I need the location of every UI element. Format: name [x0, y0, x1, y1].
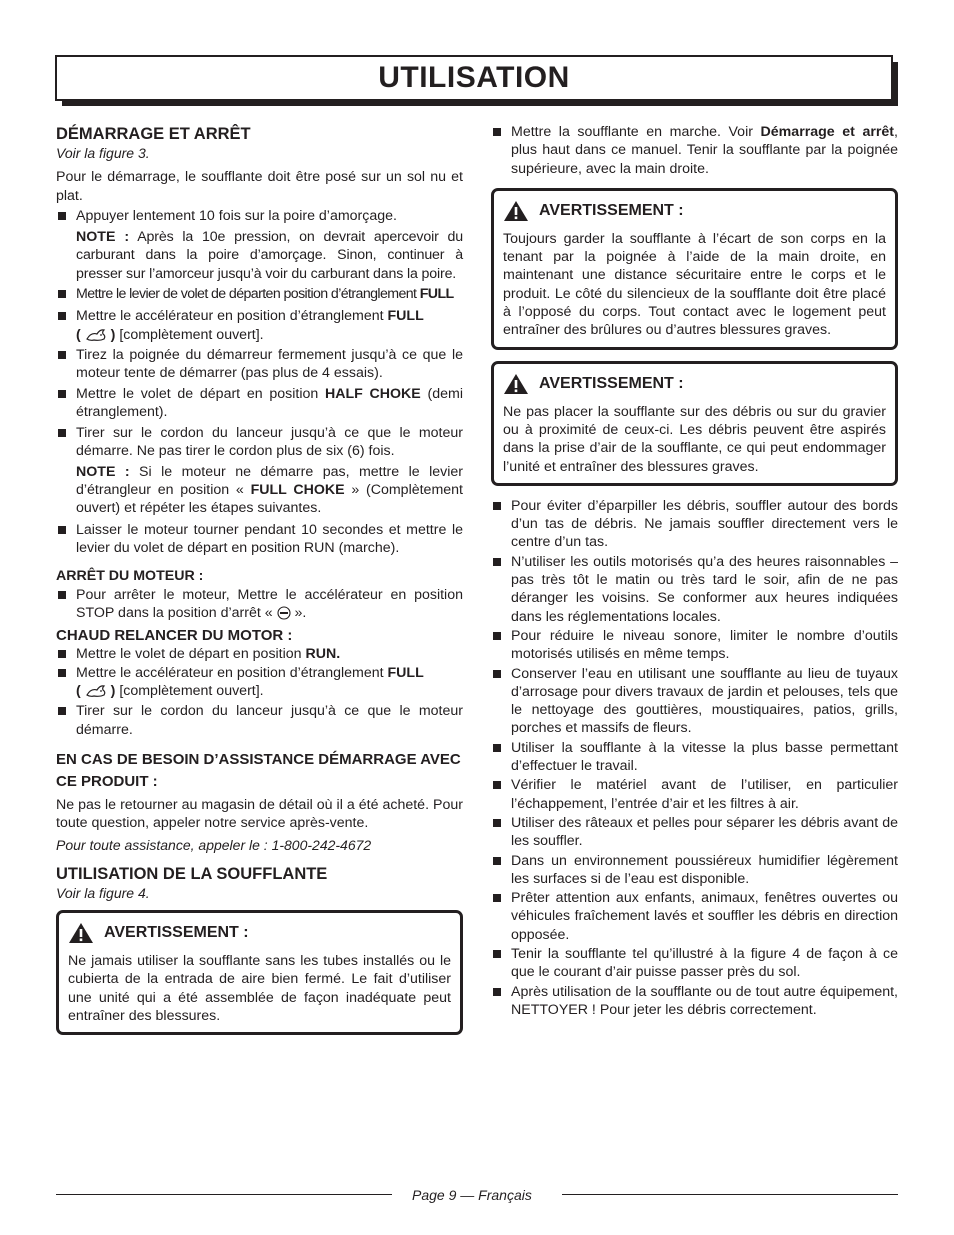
- list-item: Pour éviter d’éparpiller les débris, souffler autour des bords d’un tas de débris. Ne jamais souffler directement vers le centre d’un tas.: [491, 497, 898, 552]
- bullet-hot-run: Mettre le volet de départ en position RUN.: [56, 645, 463, 663]
- warning-header: [503, 373, 886, 395]
- warning-text: Toujours garder la soufflante à l’écart de son corps en la tenant par la poignée à l’aide de la main droite, en maintenant une distance sécuritaire entre le corps et le produit. Le côté du silencieux de la soufflante doit être placé à l’opposé du corps. Tout contact avec le logement peut entraîner des brûlures ou d’autres blessures graves.: [503, 230, 886, 339]
- warning-triangle-icon: [503, 200, 529, 222]
- list-item: Dans un environnement poussiéreux humidifier légèrement les surfaces si de l’eau est disponible.: [491, 852, 898, 889]
- note-choke: NOTE : Si le moteur ne démarre pas, mettre le levier d’étrangleur en position « FULL CHOKE » (Complètement ouvert) et répéter les étapes suivantes.: [76, 463, 464, 517]
- right-column: [491, 120, 898, 1019]
- list-item: N’utiliser les outils motorisés qu’a des heures raisonnables – pas très tôt le matin ou très tard le soir, afin de ne pas déranger les voisins. Se conformer aux heures indiquées dans les réglementations locales.: [491, 553, 898, 626]
- note-primer: NOTE : Après la 10e pression, on devrait apercevoir du carburant dans la poire d’amorçage. Sinon, continuer à presser sur l’amorceur jusqu’à voir du carburant dans la poire.: [76, 229, 464, 282]
- rabbit-icon: [85, 327, 107, 343]
- warning-text: Ne pas placer la soufflante sur des débris ou sur du gravier ou à proximité de ceux-ci. Les débris peuvent être aspirés dans la prise d’air de la soufflante, ce qui peut endommager l’unité et entraîner des blessures graves.: [503, 403, 886, 475]
- footer-rule-left: [56, 1194, 392, 1195]
- bullet-pull-cord: Tirer sur le cordon du lanceur jusqu’à ce que le moteur démarre. Ne pas tirer le cordon plus de six (6) fois.: [56, 424, 463, 461]
- warning-header: [68, 922, 451, 944]
- section-heading-use: UTILISATION DE LA SOUFFLANTE: [56, 864, 328, 883]
- bullet-choke-full: Mettre le levier de volet de départen position d’étranglement FULL: [56, 285, 463, 303]
- bullet-pull-handle: Tirez la poignée du démarreur fermement jusqu’à ce que le moteur tente de démarrer (pas plus de 4 essais).: [56, 346, 463, 383]
- warning-title: AVERTISSEMENT :: [539, 374, 684, 392]
- rabbit-icon: [85, 683, 107, 699]
- list-item: Vérifier le matériel avant de l’utiliser, en particulier l’échappement, l’entrée d’air et les filtres à air.: [491, 776, 898, 813]
- warning-title: AVERTISSEMENT :: [539, 201, 684, 219]
- assistance-phone: Pour toute assistance, appeler le : 1-800-242-4672: [56, 836, 372, 853]
- list-item: Après utilisation de la soufflante ou de tout autre équipement, NETTOYER ! Pour jeter les débris correctement.: [491, 983, 898, 1020]
- note-label: NOTE :: [76, 229, 130, 246]
- section-heading-assistance: EN CAS DE BESOIN D’ASSISTANCE DÉMARRAGE AVEC CE PRODUIT :: [56, 750, 461, 790]
- warning-triangle-icon: [503, 373, 529, 395]
- page-number: Page 9 — Français: [412, 1187, 532, 1203]
- bullet-stop: Pour arrêter le moteur, Mettre le accélérateur en position STOP dans la position d’arrêt « ».: [56, 586, 463, 623]
- list-item: Utiliser la soufflante à la vitesse la plus basse permettant d’effectuer le travail.: [491, 739, 898, 776]
- section-heading-start: DÉMARRAGE ET ARRÊT: [56, 125, 251, 143]
- bullet-primer: Appuyer lentement 10 fois sur la poire d’amorçage.: [56, 207, 463, 225]
- page-title-box: [55, 55, 893, 101]
- page-title: UTILISATION: [378, 60, 570, 94]
- warning-box-debris: [491, 361, 898, 486]
- list-item: Pour réduire le niveau sonore, limiter le nombre d’outils motorisés utilisés en même temps.: [491, 627, 898, 664]
- start-intro: Pour le démarrage, le soufflante doit être posé sur un sol nu et plat.: [56, 169, 463, 204]
- bullet-start-blower: Mettre la soufflante en marche. Voir Démarrage et arrêt, plus haut dans ce manuel. Tenir la soufflante par la poignée supérieure, avec la main droite.: [491, 123, 898, 178]
- assistance-text: Ne pas le retourner au magasin de détail où il a été acheté. Pour toute question, appeler notre service après-vente.: [56, 796, 463, 832]
- list-item: Prêter attention aux enfants, animaux, fenêtres ouvertes ou véhicules fraîchement lavés et souffler les débris en direction opposée.: [491, 889, 898, 944]
- left-column: [56, 120, 463, 1035]
- footer-rule-right: [562, 1194, 898, 1195]
- warning-header: [503, 200, 886, 222]
- list-item: Utiliser des râteaux et pelles pour séparer les débris avant de les souffler.: [491, 814, 898, 851]
- bullet-hot-pull: Tirer sur le cordon du lanceur jusqu’à ce que le moteur démarre.: [56, 702, 463, 739]
- list-item: Tenir la soufflante tel qu’illustré à la figure 4 de façon à ce que le courant d’air puisse passer près du sol.: [491, 945, 898, 982]
- section-heading-hot-restart: CHAUD RELANCER DU MOTOR :: [56, 627, 293, 645]
- warning-text: Ne jamais utiliser la soufflante sans les tubes installés ou le cubierta de la entrada de aire bien fermé. Le fait d’utiliser une unité qui a été assemblée de façon inadéquate peut entraîner des blessures.: [68, 953, 451, 1024]
- section-heading-stop: ARRÊT DU MOTEUR :: [56, 568, 204, 585]
- figure-reference: Voir la figure 3.: [56, 145, 150, 161]
- bullet-half-choke: Mettre le volet de départ en position HALF CHOKE (demi étranglement).: [56, 385, 463, 422]
- bullet-throttle-full: Mettre le accélérateur en position d’étranglement FULL ( ) [complètement ouvert].: [56, 307, 463, 344]
- warning-box-tubes: [56, 910, 463, 1035]
- warning-triangle-icon: [68, 922, 94, 944]
- bullet-hot-throttle: Mettre le accélérateur en position d’étranglement FULL ( ) [complètement ouvert].: [56, 664, 463, 701]
- warning-title: AVERTISSEMENT :: [104, 923, 249, 941]
- bullet-run: Laisser le moteur tourner pendant 10 secondes et mettre le levier du volet de départ en position RUN (marche).: [56, 521, 463, 558]
- warning-box-body-distance: [491, 188, 898, 350]
- stop-icon: [277, 606, 291, 620]
- list-item: Conserver l’eau en utilisant une soufflante au lieu de tuyaux d’arrosage pour divers travaux de jardin et pelouses, tels que le nettoyage des gouttières, moustiquaires, patios, grills, porches et massifs de fleurs.: [491, 665, 898, 738]
- figure-reference-4: Voir la figure 4.: [56, 884, 150, 901]
